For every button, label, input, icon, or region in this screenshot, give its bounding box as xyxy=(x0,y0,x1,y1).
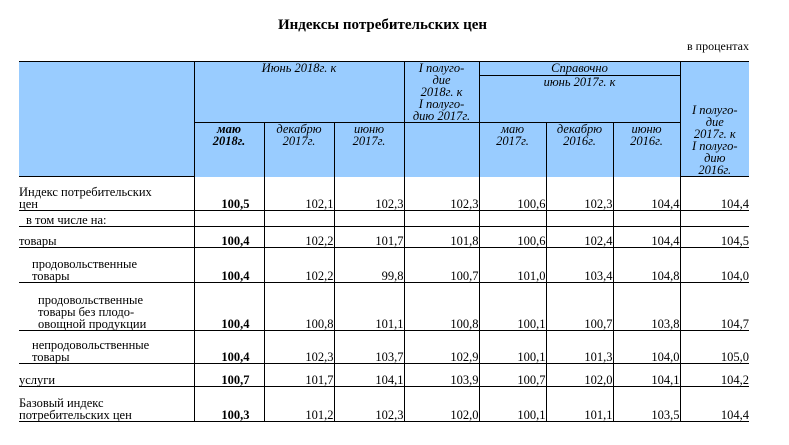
value-cell: 101,0 xyxy=(479,248,546,283)
table-row xyxy=(19,248,749,283)
value-cell: 102,3 xyxy=(546,177,613,211)
value-cell: 104,7 xyxy=(680,283,749,331)
row-label: Индекс потребительских цен xyxy=(19,177,194,211)
value-cell: 102,2 xyxy=(264,248,334,283)
value-cell: 101,1 xyxy=(334,283,404,331)
value-cell xyxy=(264,211,334,227)
sub-header-dec-2017: декабрю 2017г. xyxy=(264,123,334,177)
value-cell: 100,7 xyxy=(194,364,264,387)
row-label-header xyxy=(19,62,194,177)
h1-2018-header: I полуго- дие 2018г. к I полуго- дию 2017г. xyxy=(404,62,479,123)
value-cell: 102,2 xyxy=(264,227,334,248)
value-cell: 100,3 xyxy=(194,387,264,422)
value-cell: 101,2 xyxy=(264,387,334,422)
value-cell: 104,1 xyxy=(334,364,404,387)
unit-note: в процентах xyxy=(687,39,749,53)
row-label: товары xyxy=(19,227,194,248)
table-row xyxy=(19,364,749,387)
value-cell xyxy=(194,211,264,227)
value-cell: 100,7 xyxy=(546,283,613,331)
june-2018-group-header: Июнь 2018г. к xyxy=(194,62,404,123)
value-cell: 100,5 xyxy=(194,177,264,211)
value-cell: 101,8 xyxy=(404,227,479,248)
value-cell: 102,3 xyxy=(404,177,479,211)
value-cell: 100,1 xyxy=(479,387,546,422)
reference-group-header: Справочно июнь 2017г. к xyxy=(479,62,680,123)
value-cell: 102,3 xyxy=(334,177,404,211)
value-cell: 102,0 xyxy=(546,364,613,387)
sub-header-may-2018: маю 2018г. xyxy=(194,123,264,177)
page-title: Индексы потребительских цен xyxy=(277,17,488,33)
value-cell: 104,8 xyxy=(613,248,680,283)
value-cell: 103,4 xyxy=(546,248,613,283)
value-cell: 104,4 xyxy=(680,177,749,211)
table-row xyxy=(19,227,749,248)
value-cell xyxy=(546,211,613,227)
value-cell: 101,1 xyxy=(546,387,613,422)
table-row xyxy=(19,177,749,211)
value-cell: 101,7 xyxy=(264,364,334,387)
value-cell: 101,7 xyxy=(334,227,404,248)
value-cell: 104,4 xyxy=(613,177,680,211)
h1-2018-subcell xyxy=(404,123,479,177)
value-cell: 100,4 xyxy=(194,331,264,364)
value-cell: 104,0 xyxy=(613,331,680,364)
table-row xyxy=(19,211,749,227)
value-cell: 104,5 xyxy=(680,227,749,248)
value-cell: 105,0 xyxy=(680,331,749,364)
value-cell xyxy=(479,211,546,227)
value-cell: 102,3 xyxy=(264,331,334,364)
sub-header-jun-2017: июню 2017г. xyxy=(334,123,404,177)
row-label: продовольственные товары без плодо- овощной продукции xyxy=(19,283,194,331)
h1-2017-header: I полуго- дие 2017г. к I полуго- дию 2016г. xyxy=(680,62,749,177)
value-cell: 102,0 xyxy=(404,387,479,422)
value-cell: 100,1 xyxy=(479,331,546,364)
value-cell: 100,6 xyxy=(479,227,546,248)
value-cell: 100,8 xyxy=(404,283,479,331)
sub-header-jun-2016: июню 2016г. xyxy=(613,123,680,177)
table-row xyxy=(19,283,749,331)
value-cell: 99,8 xyxy=(334,248,404,283)
value-cell: 101,3 xyxy=(546,331,613,364)
value-cell: 103,5 xyxy=(613,387,680,422)
value-cell: 100,1 xyxy=(479,283,546,331)
value-cell: 100,4 xyxy=(194,248,264,283)
row-label: в том числе на: xyxy=(19,211,194,227)
table-row xyxy=(19,331,749,364)
value-cell: 103,8 xyxy=(613,283,680,331)
row-label: Базовый индекс потребительских цен xyxy=(19,387,194,422)
value-cell: 102,9 xyxy=(404,331,479,364)
value-cell: 100,8 xyxy=(264,283,334,331)
value-cell: 104,4 xyxy=(680,387,749,422)
value-cell xyxy=(334,211,404,227)
value-cell: 100,7 xyxy=(479,364,546,387)
value-cell: 104,1 xyxy=(613,364,680,387)
value-cell: 100,7 xyxy=(404,248,479,283)
value-cell xyxy=(613,211,680,227)
cpi-table xyxy=(19,61,749,422)
value-cell: 100,6 xyxy=(479,177,546,211)
value-cell: 103,9 xyxy=(404,364,479,387)
sub-header-dec-2016: декабрю 2016г. xyxy=(546,123,613,177)
value-cell xyxy=(404,211,479,227)
value-cell: 102,4 xyxy=(546,227,613,248)
sub-header-may-2017: маю 2017г. xyxy=(479,123,546,177)
value-cell: 102,1 xyxy=(264,177,334,211)
value-cell xyxy=(680,211,749,227)
row-label: непродовольственные товары xyxy=(19,331,194,364)
value-cell: 100,4 xyxy=(194,227,264,248)
value-cell: 104,4 xyxy=(613,227,680,248)
value-cell: 104,2 xyxy=(680,364,749,387)
value-cell: 100,4 xyxy=(194,283,264,331)
table-row xyxy=(19,387,749,422)
value-cell: 104,0 xyxy=(680,248,749,283)
row-label: услуги xyxy=(19,364,194,387)
value-cell: 103,7 xyxy=(334,331,404,364)
row-label: продовольственные товары xyxy=(19,248,194,283)
value-cell: 102,3 xyxy=(334,387,404,422)
